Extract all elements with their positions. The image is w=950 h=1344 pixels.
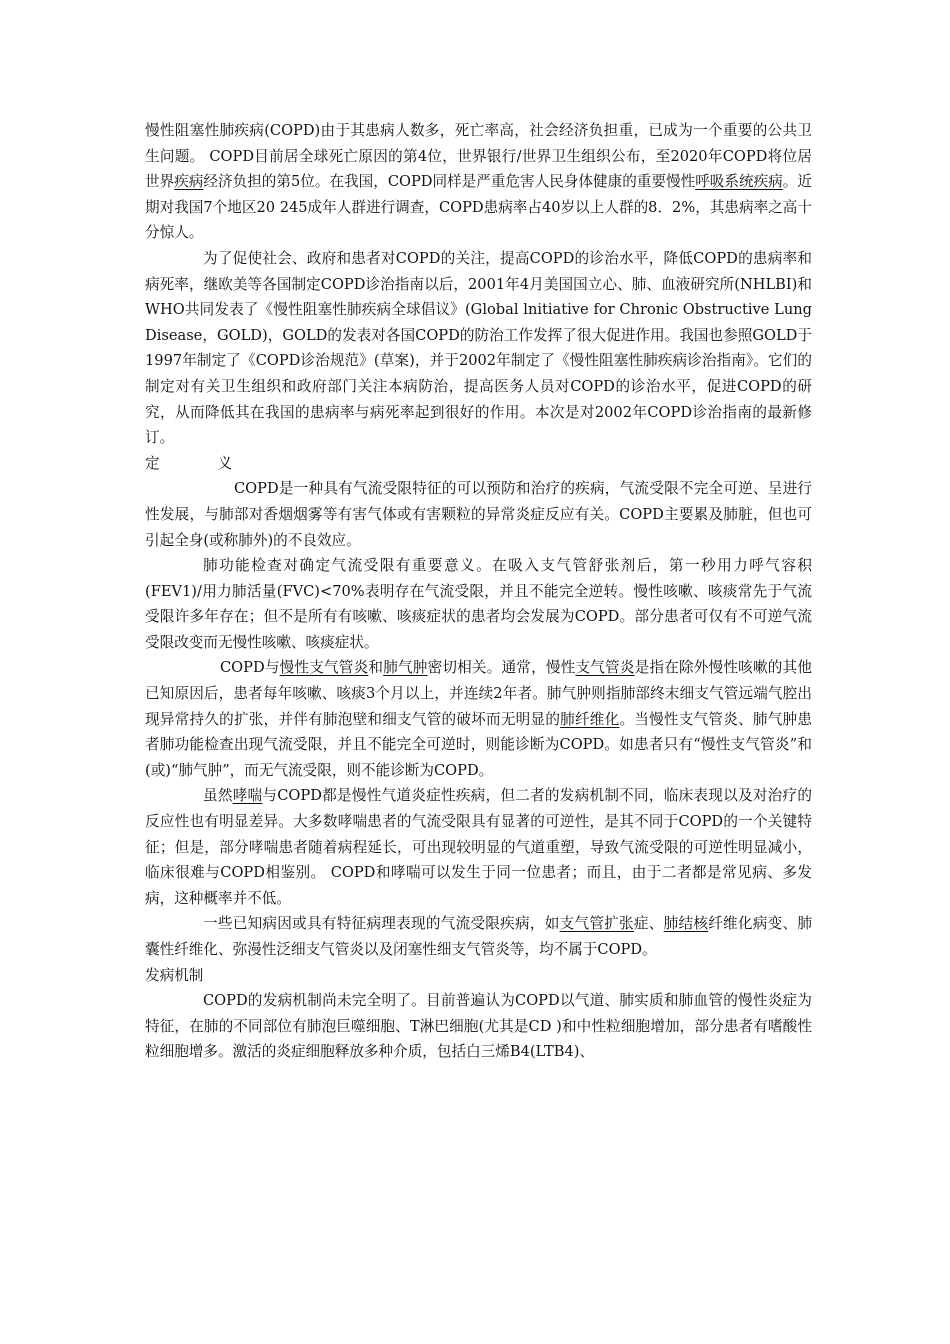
link-respiratory-disease[interactable]: 呼吸系统疾病 [695,173,783,191]
link-bronchitis[interactable]: 支气管炎 [575,659,635,677]
heading-definition [145,451,812,477]
text-segment: 慢性阻塞性肺疾病(COPD)由于其患病人数多，死亡率高，社会经济负担重，已成为一个重要的公共卫生问题。 COPD目前居全球死亡原因的第4位，世界银行/世界卫生组织公布，至2020年COPD将位居世界 [145,122,812,191]
text-segment: 症、 [633,915,664,933]
text-segment: 与COPD都是慢性气道炎症性疾病，但二者的发病机制不同，临床表现以及对治疗的反应性也有明显差异。大多数哮喘患者的气流受限具有显著的可逆性，是其不同于COPD的一个关键特征；但是，部分哮喘患者随着病程延长，可出现较明显的气道重塑，导致气流受限的可逆性明显减小，临床很难与COPD相鉴别。 COPD和哮喘可以发生于同一位患者；而且，由于二者都是常见病、多发病，这种概率并不低。 [145,787,812,907]
text-segment: 经济负担的第5位。在我国，COPD同样是严重危害人民身体健康的重要慢性 [203,173,696,191]
text-segment: 一些已知病因或具有特征病理表现的气流受限疾病，如 [203,915,560,933]
paragraph-lung-function: 肺功能检查对确定气流受限有重要意义。在吸入支气管舒张剂后，第一秒用力呼气容积(FEV1)/用力肺活量(FVC)<70%表明存在气流受限，并且不能完全逆转。慢性咳嗽、咳痰常先于气流受限许多年存在；但不是所有有咳嗽、咳痰症状的患者均会发展为COPD。部分患者可仅有不可逆气流受限改变而无慢性咳嗽、咳痰症状。 [145,557,812,651]
link-bronchiectasis[interactable]: 支气管扩张 [559,915,634,933]
heading-char: 义 [217,454,233,472]
document-body [145,118,812,1065]
paragraph-guidelines: 为了促使社会、政府和患者对COPD的关注，提高COPD的诊治水平，降低COPD的患病率和病死率，继欧美等各国制定COPD诊治指南以后，2001年4月美国国立心、肺、血液研究所(NHLBI)和WHO共同发表了《慢性阻塞性肺疾病全球倡议》(Global lnitiative for Chronic Obstructive Lung Disease，GOLD)，GOLD的发表对各国COPD的防治工作发挥了很大促进作用。我国也参照GOLD于1997年制定了《COPD诊治规范》(草案)，并于2002年制定了《慢性阻塞性肺疾病诊治指南》。它们的制定对有关卫生组织和政府部门关注本病防治，提高医务人员对COPD的诊治水平，促进COPD的研究，从而降低其在我国的患病率与病死率起到很好的作用。本次是对2002年COPD诊治指南的最新修订。 [145,249,812,447]
paragraph-bronchitis-emphysema [145,655,812,783]
text-segment: 密切相关。通常，慢性 [427,659,576,677]
text-segment: 。近期对我国7个地区20 245成年人群进行调查，COPD患病率占40岁以上人群的8．2%，其患病率之高十分惊人。 [145,173,812,242]
text-segment: COPD与 [220,659,280,677]
paragraph-pathogenesis: COPD的发病机制尚未完全明了。目前普遍认为COPD以气道、肺实质和肺血管的慢性炎症为特征，在肺的不同部位有肺泡巨噬细胞、T淋巴细胞(尤其是CD )和中性粒细胞增加，部分患者有嗜酸性粒细胞增多。激活的炎症细胞释放多种介质，包括白三烯B4(LTB4)、 [145,992,812,1061]
link-pulmonary-fibrosis[interactable]: 肺纤维化 [560,710,620,728]
paragraph-definition: COPD是一种具有气流受限特征的可以预防和治疗的疾病，气流受限不完全可逆、呈进行性发展，与肺部对香烟烟雾等有害气体或有害颗粒的异常炎症反应有关。COPD主要累及肺脏，但也可引起全身(或称肺外)的不良效应。 [145,480,812,549]
text-segment: 是指在除外慢性咳嗽的其他已知原因后，患者每年咳嗽、咳痰3个月以上，并连续2年者。肺气肿则指肺部终末细支气管远端气腔出现异常持久的扩张，并伴有肺泡壁和细支气管的破坏而无明显的 [145,659,812,728]
link-emphysema[interactable]: 肺气肿 [383,659,428,677]
heading-char: 定 [145,454,160,472]
heading-pathogenesis: 发病机制 [145,966,204,984]
text-segment: 。当慢性支气管炎、肺气肿患者肺功能检查出现气流受限，并且不能完全可逆时，则能诊断为COPD。如患者只有“慢性支气管炎”和(或)“肺气肿”，而无气流受限，则不能诊断为COPD。 [145,710,812,779]
text-segment: 和 [368,659,384,677]
paragraph-asthma [145,783,812,911]
link-disease[interactable]: 疾病 [174,173,204,191]
link-asthma[interactable]: 哮喘 [232,787,263,805]
paragraph-exclusions [145,911,812,962]
text-segment: 虽然 [203,787,233,805]
paragraph-copd-burden [145,118,812,246]
text-segment: 纤维化病变、肺囊性纤维化、弥漫性泛细支气管炎以及闭塞性细支气管炎等，均不属于COPD。 [145,915,812,958]
link-chronic-bronchitis[interactable]: 慢性支气管炎 [279,659,369,677]
link-tuberculosis[interactable]: 肺结核 [663,915,709,933]
